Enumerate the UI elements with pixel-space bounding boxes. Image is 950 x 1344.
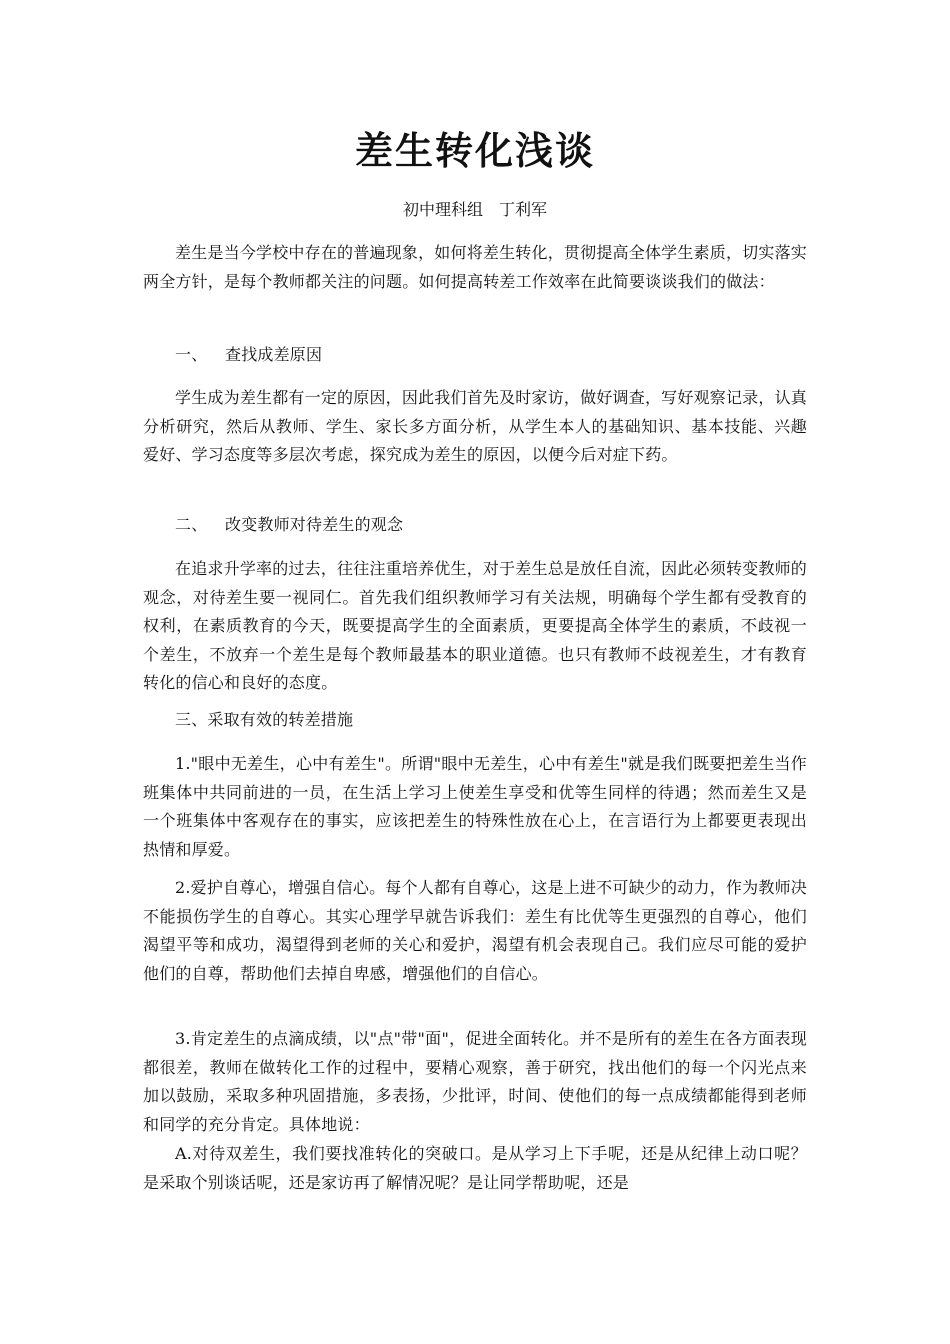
section-2-title: 改变教师对待差生的观念 <box>225 515 404 534</box>
section-2-paragraph: 在追求升学率的过去，往往注重培养优生，对于差生总是放任自流，因此必须转变教师的观念，对待差生要一视同仁。首先我们组织教师学习有关法规，明确每个学生都有受教育的权利，在素质教育的今天，既要提高学生的全面素质，更要提高全体学生的素质，不歧视一个差生，不放弃一个差生是每个教师最基本的职业道德。也只有教师不歧视差生，才有教育转化的信心和良好的态度。 <box>143 559 807 692</box>
section-1-number: 一、 <box>175 345 208 364</box>
section-2-number: 二、 <box>175 515 208 534</box>
section-1-paragraph: 学生成为差生都有一定的原因，因此我们首先及时家访，做好调查，写好观察记录，认真分析研究，然后从教师、学生、家长多方面分析，从学生本人的基础知识、基本技能、兴趣爱好、学习态度等多层次考虑，探究成为差生的原因，以便今后对症下药。 <box>143 388 807 464</box>
section-3-item-2: 2.爱护自尊心，增强自信心。每个人都有自尊心，这是上进不可缺少的动力，作为教师决不能损伤学生的自尊心。其实心理学早就告诉我们：差生有比优等生更强烈的自尊心，他们渴望平等和成功，渴望得到老师的关心和爱护，渴望有机会表现自己。我们应尽可能的爱护他们的自尊，帮助他们去掉自卑感，增强他们的自信心。 <box>143 878 807 983</box>
section-3-item-a: A.对待双差生，我们要找准转化的突破口。是从学习上下手呢，还是从纪律上动口呢？是采取个别谈话呢，还是家访再了解情况呢？是让同学帮助呢，还是 <box>143 1144 807 1192</box>
intro-paragraph: 差生是当今学校中存在的普遍现象，如何将差生转化，贯彻提高全体学生素质，切实落实两全方针，是每个教师都关注的问题。如何提高转差工作效率在此简要谈谈我们的做法： <box>143 243 807 291</box>
document-title: 差生转化浅谈 <box>354 128 595 173</box>
section-3-item-3: 3.肯定差生的点滴成绩，以"点"带"面"，促进全面转化。并不是所有的差生在各方面表现都很差，教师在做转化工作的过程中，要精心观察，善于研究，找出他们的每一个闪光点来加以鼓励，采取多种巩固措施，多表扬，少批评，时间、使他们的每一点成绩都能得到老师和同学的充分肯定。具体地说： <box>143 1029 807 1134</box>
section-1-title: 查找成差原因 <box>225 345 323 364</box>
section-1-heading <box>143 341 807 370</box>
author-line: 初中理科组 丁利军 <box>402 200 547 219</box>
section-2-heading <box>143 511 807 540</box>
section-3-heading: 三、采取有效的转差措施 <box>175 710 354 729</box>
section-3-item-1: 1."眼中无差生，心中有差生"。所谓"眼中无差生，心中有差生"就是我们既要把差生当作班集体中共同前进的一员，在生活上学习上使差生享受和优等生同样的待遇；然而差生又是一个班集体中客观存在的事实，应该把差生的特殊性放在心上，在言语行为上都要更表现出热情和厚爱。 <box>143 754 807 859</box>
